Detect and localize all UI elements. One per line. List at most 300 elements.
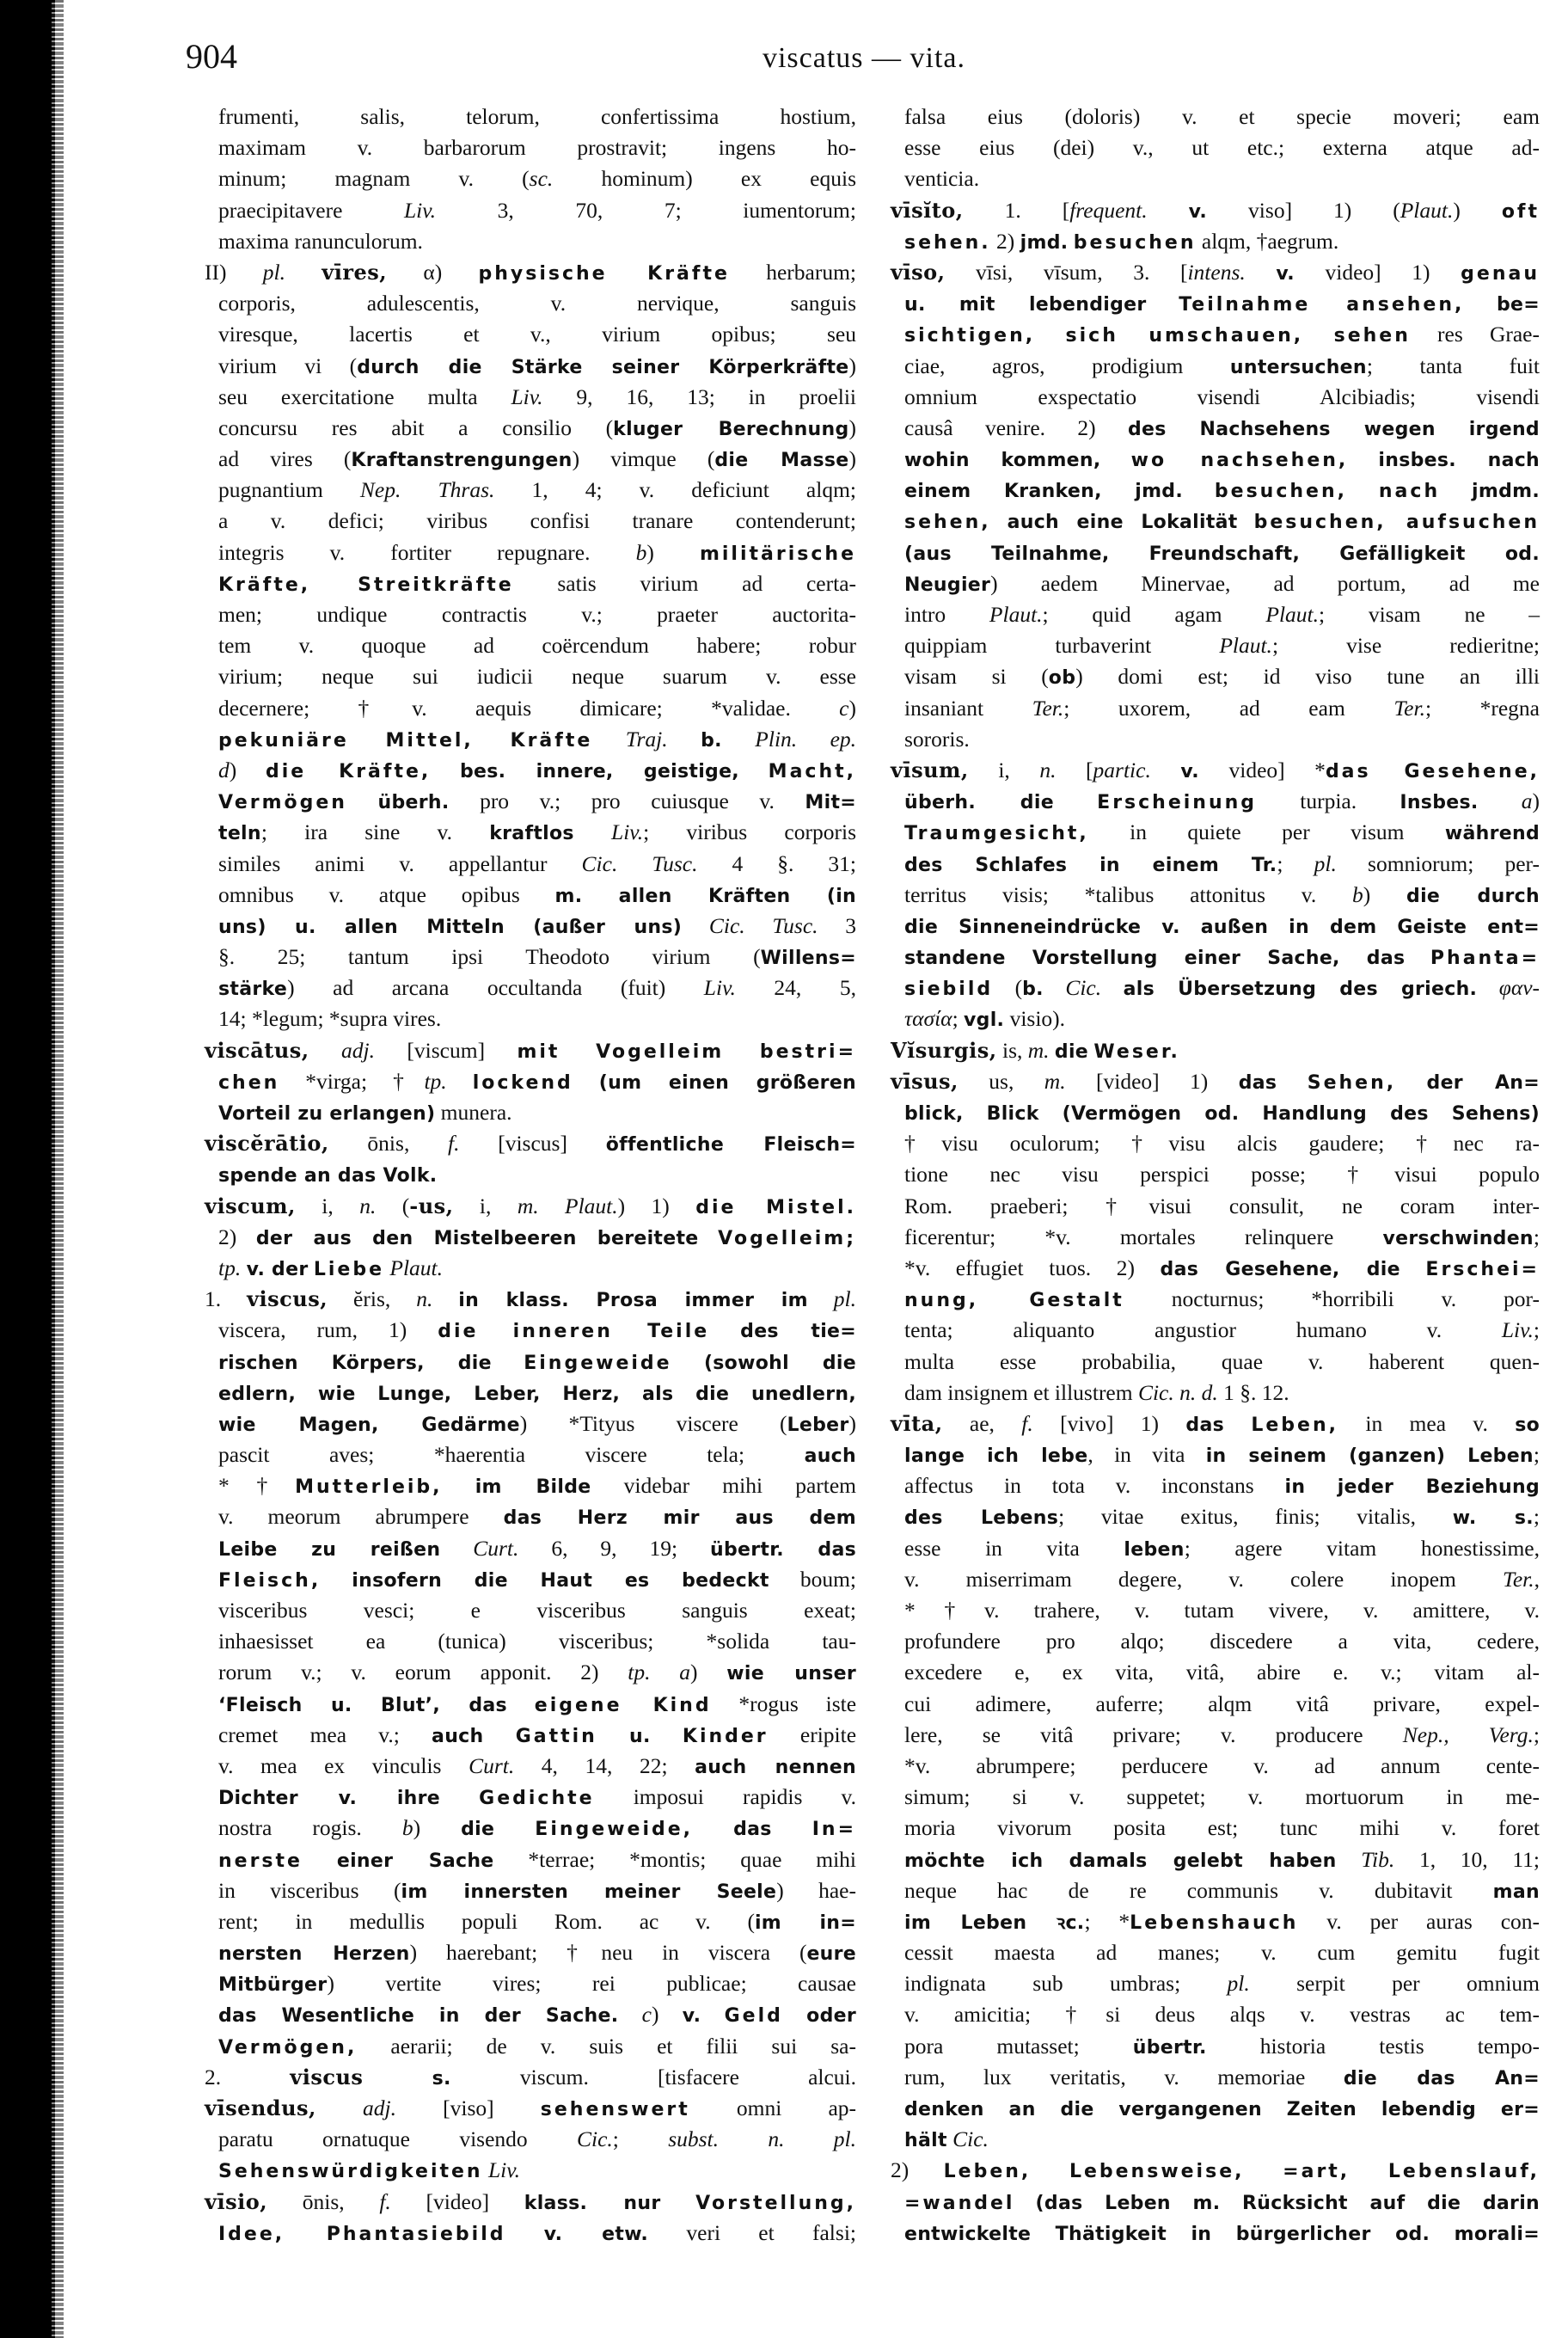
german-gloss: öffentliche Fleisch= <box>605 1134 857 1157</box>
latin-text: visio). <box>1004 1006 1066 1032</box>
latin-text: maximam v. barbarorum prostravit; ingens ho- <box>218 135 856 161</box>
latin-text: sororis. <box>904 726 970 752</box>
text-line <box>205 1626 856 1657</box>
text-line <box>205 2155 856 2186</box>
latin-text <box>440 1536 473 1561</box>
italic-abbrev: Nep., Verg. <box>1402 1721 1534 1747</box>
scan-edge-noise <box>52 0 64 2338</box>
italic-abbrev: Plaut. <box>389 1255 444 1280</box>
text-line <box>205 1408 856 1439</box>
latin-text: *v. abrumpere; perducere v. ad annum cente- <box>904 1752 1540 1778</box>
latin-text <box>808 1286 834 1311</box>
latin-text: visam si ( <box>904 664 1049 690</box>
latin-text: praecipitavere <box>218 197 404 223</box>
italic-abbrev: d <box>218 757 230 782</box>
text-line <box>891 319 1540 350</box>
text-line <box>205 2187 856 2218</box>
text-line <box>891 1501 1540 1532</box>
german-gloss: Phanta= <box>1430 948 1540 970</box>
german-gloss: die Mistel. <box>695 1196 856 1218</box>
latin-text: ōnis, <box>328 1131 449 1157</box>
latin-text: pro v.; pro cuiusque v. <box>449 789 805 814</box>
latin-text: virium vi ( <box>218 353 358 378</box>
text-line <box>205 1595 856 1626</box>
text-line <box>891 382 1540 413</box>
german-gloss: übertr. <box>1132 2036 1207 2059</box>
german-gloss: überh. die <box>904 792 1054 814</box>
text-line <box>891 1128 1540 1159</box>
text-line <box>891 817 1540 848</box>
german-gloss: Idee, Phantasiebild <box>218 2223 506 2245</box>
latin-text: ; viribus corporis <box>643 819 856 845</box>
german-gloss: überh. <box>377 792 450 814</box>
german-gloss: (um einen größeren <box>598 1071 857 1094</box>
latin-text: [viso] <box>396 2096 541 2120</box>
italic-abbrev: intens. <box>1187 259 1246 285</box>
latin-text <box>1224 1411 1251 1436</box>
german-gloss: im Leben ꝛc. <box>904 1912 1085 1934</box>
italic-abbrev: Liv. <box>1501 1317 1534 1343</box>
text-line <box>891 630 1540 661</box>
text-line <box>205 1191 856 1222</box>
latin-text: ) <box>848 414 857 440</box>
latin-text: concursu res abit a consilio ( <box>218 414 614 440</box>
latin-text: alqm, †aegrum. <box>1196 228 1339 254</box>
latin-text <box>574 819 611 844</box>
german-gloss: b. <box>701 729 722 752</box>
german-gloss: einer Sache <box>336 1850 494 1872</box>
latin-text: rent; in medullis populi Rom. ac v. ( <box>218 1908 755 1934</box>
german-gloss: die Masse <box>714 450 849 472</box>
german-gloss: Leben, <box>1251 1414 1338 1436</box>
text-line <box>205 288 856 319</box>
text-line <box>205 1751 856 1782</box>
german-gloss: während <box>1444 823 1540 845</box>
latin-text: †visu oculorum; †visu alcis gaudere; †nec ra- <box>904 1131 1540 1157</box>
latin-text: viresque, lacertis et v., virium opibus; seu <box>218 322 856 347</box>
text-line <box>891 351 1540 382</box>
german-gloss: Leben, Lebensweise, =art, Lebenslauf, <box>943 2161 1540 2183</box>
latin-text <box>1148 198 1189 223</box>
latin-text: 1 §. 12. <box>1217 1379 1289 1405</box>
german-gloss: Vorteil zu erlangen) <box>218 1103 436 1125</box>
italic-abbrev: Plaut. <box>989 602 1043 627</box>
latin-text <box>507 1691 535 1716</box>
latin-text: 3, 70, 7; iumentorum; <box>436 197 856 223</box>
latin-text <box>309 1038 341 1063</box>
headword: Vĭsurgis, <box>891 1037 997 1063</box>
german-gloss: genau <box>1461 262 1540 285</box>
page-number: 904 <box>186 37 237 76</box>
latin-text: ) <box>848 353 856 378</box>
latin-text: seu exercitatione multa <box>218 384 511 409</box>
latin-text: [vivo] 1) <box>1032 1410 1186 1436</box>
text-line <box>891 1689 1540 1720</box>
italic-abbrev: m. <box>1027 1037 1050 1063</box>
german-gloss: das Gesehene, <box>1325 760 1540 782</box>
latin-text: 2) <box>990 228 1020 254</box>
latin-text: ) hae- <box>776 1877 856 1903</box>
text-line <box>891 257 1540 288</box>
headword: vīta, <box>891 1410 943 1436</box>
text-line <box>205 2218 856 2249</box>
german-gloss: Teilnahme ansehen, <box>1179 294 1465 316</box>
latin-text: ad vires ( <box>218 446 352 472</box>
italic-abbrev: subst. n. pl. <box>668 2126 856 2152</box>
german-gloss: siebild <box>904 979 994 1001</box>
german-gloss: nersten Herzen <box>218 1943 410 1966</box>
latin-text: ) <box>652 2002 683 2028</box>
text-line <box>891 1222 1540 1253</box>
latin-text: inhaesisset ea (tunica) visceribus; *solida tau- <box>218 1629 856 1654</box>
text-line <box>891 2124 1540 2155</box>
text-line <box>891 444 1540 475</box>
latin-text <box>1101 446 1131 471</box>
latin-text: satis virium ad certa- <box>513 570 857 596</box>
german-gloss: mit Vogelleim bestri= <box>517 1040 856 1063</box>
text-line <box>205 1439 856 1470</box>
text-line <box>205 973 856 1003</box>
latin-text: *virga; † <box>279 1068 425 1094</box>
latin-text: ; ira sine v. <box>260 819 490 845</box>
german-gloss: sehenswert <box>540 2099 690 2120</box>
text-line <box>205 1782 856 1813</box>
german-gloss: nerste <box>218 1850 303 1872</box>
latin-text: ; <box>1277 850 1314 876</box>
latin-text: in quiete per visum <box>1088 819 1445 845</box>
latin-text <box>1151 758 1181 782</box>
column-right <box>891 101 1540 2249</box>
german-gloss: v. <box>1276 262 1295 285</box>
latin-text <box>316 2096 363 2120</box>
latin-text: viscera, rum, 1) <box>218 1317 438 1343</box>
latin-text: cui adimere, auferre; alqm vitâ privare, expel- <box>904 1691 1540 1716</box>
latin-text: 24, 5, <box>735 975 856 1001</box>
latin-text: 4, 14, 22; <box>514 1752 695 1778</box>
german-gloss: Fleisch, <box>218 1569 322 1592</box>
german-gloss: (sowohl die <box>703 1352 856 1374</box>
text-line <box>205 568 856 599</box>
latin-text: ) haerebant; †neu in viscera ( <box>409 1940 807 1966</box>
german-gloss: der aus den Mistelbeeren bereitete <box>255 1227 699 1249</box>
latin-text: 1, 10, 11; <box>1394 1846 1540 1872</box>
italic-abbrev: n. <box>416 1286 433 1312</box>
german-gloss: entwickelte Thätigkeit in bürgerlicher od. morali= <box>904 2223 1540 2245</box>
german-gloss: Sehen, <box>1307 1071 1397 1094</box>
text-line <box>891 2031 1540 2062</box>
german-gloss: übertr. das <box>710 1538 856 1561</box>
italic-abbrev: Nep. Thras. <box>359 477 495 503</box>
text-line <box>891 1315 1540 1346</box>
text-line <box>205 2093 856 2124</box>
italic-abbrev: Liv. <box>487 2157 521 2183</box>
german-gloss: Willens= <box>760 948 856 970</box>
text-line <box>891 1347 1540 1378</box>
german-gloss: insbes. nach <box>1378 450 1540 472</box>
latin-text: v. meorum abrumpere <box>218 1504 504 1530</box>
text-line <box>205 849 856 880</box>
german-gloss: das <box>733 1819 772 1841</box>
german-gloss: kraftlos <box>489 823 574 845</box>
latin-text <box>347 789 378 813</box>
text-line <box>205 1968 856 1999</box>
german-gloss: oft <box>1501 200 1540 223</box>
latin-text: ; <box>1533 1504 1540 1530</box>
latin-text <box>1400 1255 1426 1280</box>
latin-text: res Grae- <box>1410 322 1540 347</box>
german-gloss: be= <box>1496 294 1540 316</box>
latin-text: profundere pro alqo; discedere a vita, cedere, <box>904 1629 1540 1654</box>
latin-text: dam insignem et illustrem <box>904 1379 1138 1405</box>
text-line <box>205 2031 856 2062</box>
latin-text: ciae, agros, prodigium <box>904 353 1230 378</box>
text-line <box>205 537 856 568</box>
text-line <box>891 1378 1540 1408</box>
german-gloss: Gedichte <box>479 1788 595 1810</box>
german-gloss: insofern die Haut es bedeckt <box>352 1569 769 1592</box>
latin-text: eripite <box>768 1721 857 1747</box>
text-line <box>205 1315 856 1346</box>
text-line <box>205 880 856 911</box>
latin-text: videbar mihi partem <box>591 1473 856 1499</box>
running-head: viscatus — vita. <box>762 42 966 74</box>
italic-abbrev: Traj. <box>625 726 668 752</box>
latin-text: [viscus] <box>459 1131 606 1157</box>
latin-text <box>321 1567 352 1592</box>
latin-text <box>1347 477 1379 502</box>
latin-text <box>1238 508 1254 533</box>
latin-text: ( <box>993 975 1023 1001</box>
italic-abbrev: f. <box>379 2188 391 2214</box>
german-gloss: die Kräfte, <box>265 760 432 782</box>
latin-text: ĕris, <box>328 1286 417 1312</box>
latin-text: 2. <box>205 2064 291 2089</box>
latin-text: ; <box>1533 1442 1540 1468</box>
latin-text: v. miserrimam degere, v. colere inopem <box>904 1566 1503 1592</box>
text-line <box>891 599 1540 630</box>
headword: viscus, <box>247 1286 328 1312</box>
text-line <box>891 1937 1540 1968</box>
latin-text: integris v. fortiter repugnare. <box>218 539 636 565</box>
latin-text: causâ venire. 2) <box>904 414 1128 440</box>
german-gloss: m. allen Kräften (in <box>554 885 856 907</box>
headword: viscātus, <box>205 1037 309 1063</box>
text-line <box>205 1066 856 1097</box>
text-line <box>891 1097 1540 1128</box>
latin-text: insaniant <box>904 695 1032 721</box>
text-line <box>205 1159 856 1190</box>
italic-abbrev: tp. <box>424 1068 447 1094</box>
latin-text: ) <box>1453 197 1502 223</box>
german-gloss: teln <box>218 823 261 845</box>
italic-abbrev: Plaut. <box>1400 197 1454 223</box>
german-gloss: auch nennen <box>695 1756 856 1778</box>
text-line <box>205 1906 856 1937</box>
latin-text: similes animi v. appellantur <box>218 850 582 876</box>
text-line <box>891 413 1540 444</box>
text-line <box>891 693 1540 724</box>
latin-text <box>672 1349 704 1374</box>
latin-text: 2) <box>218 1224 256 1249</box>
latin-text <box>1014 2189 1035 2214</box>
text-line <box>891 1066 1540 1097</box>
latin-text: pora mutasset; <box>904 2033 1133 2059</box>
latin-text: ) <box>646 539 700 565</box>
german-gloss: nung, Gestalt <box>904 1290 1124 1312</box>
german-gloss: wohin kommen, <box>904 450 1101 472</box>
latin-text: ( <box>376 1193 410 1218</box>
text-line <box>891 1626 1540 1657</box>
german-gloss: standene Vorstellung einer Sache, das <box>904 948 1406 970</box>
german-gloss: in seinem (ganzen) Leben <box>1205 1445 1534 1468</box>
german-gloss: Erscheinung <box>1097 792 1258 814</box>
text-line <box>891 1284 1540 1315</box>
latin-text: frumenti, salis, telorum, confertissima hostium, <box>218 104 856 129</box>
german-gloss: edlern, wie Lunge, Leber, Herz, als die unedlern, <box>218 1383 856 1405</box>
text-line <box>205 444 856 475</box>
german-gloss: stärke <box>218 979 288 1001</box>
german-gloss: auch eine Lokalität <box>1007 512 1238 534</box>
latin-text: *†v. trahere, v. tutam vivere, v. amittere, v. <box>904 1598 1540 1623</box>
latin-text: 1. [ <box>963 197 1070 223</box>
text-line <box>205 257 856 288</box>
text-line <box>205 911 856 942</box>
text-line <box>205 1253 856 1284</box>
latin-text <box>285 260 322 285</box>
latin-text: 6, 9, 19; <box>518 1535 711 1561</box>
latin-text: us, <box>958 1068 1044 1094</box>
latin-text <box>1337 1847 1362 1872</box>
text-line <box>205 413 856 444</box>
latin-text: ) <box>848 1410 856 1436</box>
headword: vīso, <box>891 259 946 285</box>
latin-text <box>693 1815 733 1840</box>
latin-text <box>431 758 460 782</box>
latin-text: II) <box>205 259 263 285</box>
german-gloss: leben <box>1124 1538 1185 1561</box>
german-gloss: Geld <box>724 2005 783 2028</box>
german-gloss: (das Leben m. Rücksicht auf die darin <box>1035 2192 1540 2214</box>
german-gloss: spende an das Volk. <box>218 1165 438 1187</box>
text-line <box>891 1720 1540 1751</box>
text-line <box>205 942 856 973</box>
german-gloss: Mitbürger <box>218 1974 328 1997</box>
latin-text: [viscum] <box>375 1037 518 1063</box>
italic-abbrev: adj. <box>363 2096 396 2120</box>
latin-text: men; undique contractis v.; praeter auctorita- <box>218 602 856 627</box>
italic-abbrev: m. <box>1044 1068 1066 1094</box>
german-gloss: untersuchen <box>1229 356 1367 378</box>
german-gloss: sehen, <box>904 512 991 534</box>
italic-abbrev: τασία <box>904 1006 952 1032</box>
german-gloss: die Sinneneindrücke v. außen in dem Geiste ent= <box>904 916 1540 938</box>
latin-text: imposui rapidis v. <box>594 1784 856 1810</box>
text-line <box>891 1813 1540 1844</box>
italic-abbrev: Plaut. <box>1265 602 1319 627</box>
latin-text <box>1464 291 1497 316</box>
text-line <box>891 1844 1540 1875</box>
german-gloss: Traumgesicht, <box>904 823 1089 845</box>
latin-text: , in vita <box>1087 1442 1206 1468</box>
german-gloss: In= <box>812 1819 857 1841</box>
german-gloss: Liebe <box>313 1258 385 1280</box>
text-line <box>891 195 1540 226</box>
latin-text <box>492 1349 524 1374</box>
text-line <box>205 755 856 786</box>
latin-text: historia testis tempo- <box>1206 2033 1540 2059</box>
german-gloss: Vorstellung, <box>695 2192 857 2214</box>
latin-text: turpia. <box>1257 789 1400 814</box>
italic-abbrev: f. <box>448 1131 460 1157</box>
latin-text <box>651 1722 683 1747</box>
german-gloss: lange ich lebe <box>904 1445 1088 1468</box>
italic-abbrev: tp. a <box>628 1660 690 1685</box>
latin-text: viscum. [tisfacere alcui. <box>450 2064 857 2089</box>
german-gloss: einem Kranken, jmd. <box>904 481 1183 503</box>
text-line <box>205 1720 856 1751</box>
german-gloss: eure <box>806 1943 856 1966</box>
latin-text: neque hac de re communis v. dubitavit <box>904 1877 1493 1903</box>
german-gloss: Insbes. <box>1400 792 1479 814</box>
latin-text: ; uxorem, ad eam <box>1063 695 1394 721</box>
german-gloss: die durch <box>1406 885 1540 907</box>
text-line <box>891 1159 1540 1190</box>
german-gloss: militärische <box>699 543 856 565</box>
text-line <box>205 1470 856 1501</box>
text-line <box>891 2093 1540 2124</box>
text-line <box>205 1657 856 1688</box>
german-gloss: das Herz mir aus dem <box>503 1507 856 1530</box>
text-line <box>891 226 1540 257</box>
latin-text <box>618 2002 641 2027</box>
german-gloss: durch die Stärke seiner Körperkräfte <box>357 356 849 378</box>
text-line <box>205 475 856 506</box>
german-gloss: auch <box>432 1725 484 1747</box>
latin-text <box>1396 1069 1426 1094</box>
german-gloss: so <box>1515 1414 1540 1436</box>
italic-abbrev: pl. <box>262 259 285 285</box>
german-gloss: kluger Berechnung <box>613 418 849 440</box>
latin-text <box>682 913 709 938</box>
text-line <box>891 755 1540 786</box>
latin-text <box>699 1224 719 1249</box>
latin-text: video] 1) <box>1294 259 1461 285</box>
german-gloss: als Übersetzung des griech. <box>1123 979 1478 1001</box>
text-line <box>205 1347 856 1378</box>
german-gloss: hält <box>904 2130 947 2152</box>
italic-abbrev: a <box>1521 789 1533 814</box>
german-gloss: w. s. <box>1452 1507 1534 1530</box>
latin-text: intro <box>904 602 989 627</box>
latin-text: 4 §. 31; <box>697 850 856 876</box>
italic-abbrev: c <box>839 695 849 721</box>
italic-abbrev: pl. <box>1227 1971 1250 1997</box>
latin-text <box>1348 446 1378 471</box>
text-line <box>891 506 1540 537</box>
latin-text: in visceribus ( <box>218 1877 401 1903</box>
text-line <box>205 1284 856 1315</box>
text-line <box>205 693 856 724</box>
text-line <box>205 1844 856 1875</box>
text-line <box>891 724 1540 755</box>
text-line <box>891 1751 1540 1782</box>
text-line <box>205 1378 856 1408</box>
german-gloss: uns) u. allen Mitteln (außer uns) <box>218 916 683 938</box>
latin-text: ) 1) <box>617 1193 696 1218</box>
latin-text: Rom. praeberi; †visui consulit, ne coram inter- <box>904 1193 1540 1218</box>
german-gloss: physische Kräfte <box>478 262 730 285</box>
latin-text: *v. effugiet tuos. 2) <box>904 1255 1161 1280</box>
